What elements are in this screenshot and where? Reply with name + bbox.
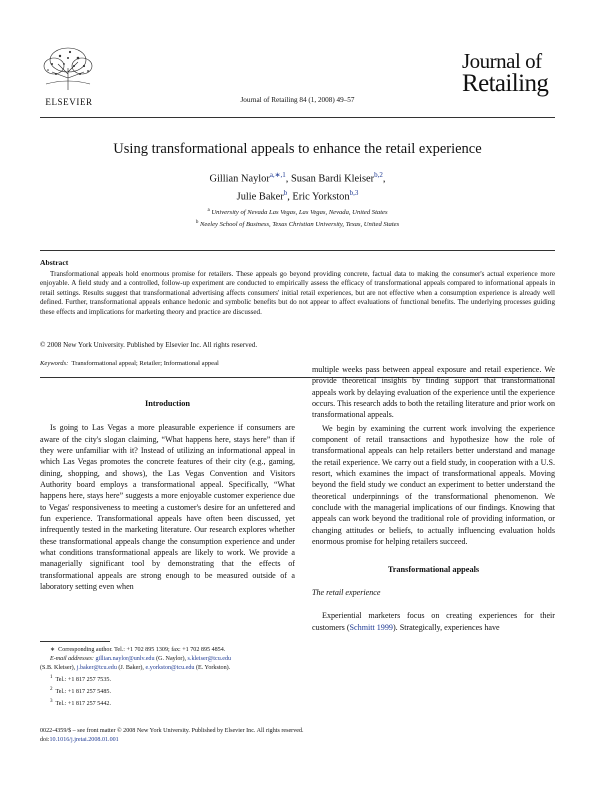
article-title: Using transformational appeals to enhance the retail experience (113, 141, 482, 157)
header-rule (40, 117, 555, 118)
affiliation-text: University of Nevada Las Vegas, Las Vegas, Nevada, United States (211, 209, 388, 217)
footnote-3 (40, 697, 295, 709)
abstract-copyright: © 2008 New York University. Published by Elsevier Inc. All rights reserved. (40, 341, 258, 349)
email-link[interactable]: e.yorkston@tcu.edu (145, 665, 195, 671)
journal-logo (462, 49, 558, 97)
citation-link[interactable]: Schmitt 1999 (349, 622, 393, 632)
email-owner: (J. Baker), (118, 665, 144, 671)
footnote-mark: 1 (50, 674, 53, 680)
footnote-text: Tel.: +1 817 257 7535. (55, 677, 111, 684)
author-name: Eric Yorkston (292, 191, 350, 203)
keywords (40, 360, 219, 367)
keywords-list: Transformational appeal; Retailer; Informational appeal (71, 360, 219, 367)
footer-doi (40, 736, 304, 745)
footnote-1 (40, 673, 295, 685)
affiliations (0, 206, 595, 230)
footnote-mark: 2 (50, 686, 53, 693)
author-line-1: Gillian Naylor$^{a,∗,1}$, Susan Bardi Kleiser$^{b,2}$, (209, 171, 386, 185)
author-list (0, 168, 595, 205)
journal-logo-line1: Journal of (462, 49, 542, 73)
footnote-emails (40, 655, 295, 664)
paragraph-text: ). Strategically, experiences have (392, 622, 500, 632)
email-link[interactable]: j.baker@tcu.edu (76, 665, 117, 671)
footnote-corresponding (40, 646, 295, 655)
email-label: E-mail addresses: (50, 656, 94, 662)
keywords-label: Keywords: (40, 360, 69, 367)
author-affil-link[interactable]: b (283, 189, 288, 198)
author-line-2: Julie Baker$^b$, Eric Yorkston$^{b,3}$ (236, 189, 359, 203)
journal-reference: Journal of Retailing 84 (1, 2008) 49–57 (240, 96, 355, 104)
email-owner: (S.B. Kleiser), (40, 665, 76, 671)
intro-paragraph-2: We begin by examining the current work involving the experience component of retail transactions and hypothesize how the role of transformational appeals can help retailers better understand and manage the retail experience. We carry out a field study, in cooperation with a U.S. resort, which examines the impact of transformational appeals. Moving beyond the field study we conduct an experiment to better understand the theoretical underpinnings of the transformational phenomenon. We conclude with the managerial implications of our findings. Knowing that appeals can work beyond the traditional role of providing information, or changing attitudes or beliefs, to actually influencing evaluation holds enormous promise for helping retailers succeed. (312, 423, 555, 547)
left-column (40, 398, 295, 593)
paragraph-text: Experiential marketers focus on creating experiences for their customers ( (312, 611, 555, 632)
footnote-mark: 3 (50, 698, 53, 705)
footer-copyright: 0022-4359/$ – see front matter © 2008 New York University. Published by Elsevier Inc. All rights reserved. (40, 728, 304, 734)
author-affil-link[interactable]: b,2 (374, 171, 383, 179)
footnote-mark: ∗ (50, 647, 56, 653)
journal-logo-line2: Retailing (462, 69, 549, 97)
intro-paragraph-1: Is going to Las Vegas a more pleasurable experience if consumers are aware of the city's slogan claiming, “What happens here, stays here” than if they were unfamiliar with it? Instead of utilizing an informational appeal in which Las Vegas promotes the concrete features of their city (e.g., gaming, dining, shopping, and shows), the Las Vegas Convention and Visitors Authority board employs a transformational appeal. Specifically, “What happens here, stays here” suggests a more enjoyable customer experience due to Vegas' responsiveness to meeting a customer's desire for an unfettered and fun experience. Transformational appeals have often been discussed, yet infrequently tested in the marketing literature. Our research explores whether these transformational appeals change the consumption experience and under what conditions transformational appeals are likely to work. We provide a managerially significant tool by demonstrating that the effects of transformational appeals are strong enough to be measured outside of a laboratory setting even when (40, 423, 295, 592)
author-affil-link[interactable]: b,3 (349, 189, 359, 198)
email-link[interactable]: gillian.naylor@unlv.edu (95, 656, 155, 662)
section-heading-introduction: Introduction (144, 399, 191, 408)
doi-label: doi: (40, 736, 50, 743)
footnote-text: Tel.: +1 817 257 5485. (55, 689, 111, 696)
affiliation-mark: a (207, 208, 210, 213)
section2-paragraph-1 (312, 610, 555, 633)
abstract-heading: Abstract (40, 258, 69, 267)
affiliation-text: Neeley School of Business, Texas Christian University, Texas, United States (200, 221, 400, 229)
footnotes (40, 646, 295, 709)
right-column (312, 364, 555, 633)
footnote-text: Corresponding author. Tel.: +1 702 895 1309; fax: +1 702 895 4854. (58, 647, 226, 653)
footnote-rule (40, 641, 110, 642)
subsection-heading-retail-experience: The retail experience (312, 587, 381, 597)
elsevier-logo (40, 44, 98, 107)
affiliation-b (0, 218, 595, 230)
affiliation-a (0, 206, 595, 218)
intro-paragraph-1-continued: multiple weeks pass between appeal exposure and retail experience. We provide theoretical insights by finding support that transformational appeals work by delaying evaluation of the experience until the experience occurs. This research adds to both the retailing literature and prior work on transformational appeals. (312, 365, 555, 420)
elsevier-tree-icon (40, 44, 96, 90)
email-link[interactable]: s.kleiser@tcu.edu (187, 656, 232, 662)
doi-link[interactable]: 10.1016/j.jretai.2008.01.001 (49, 736, 119, 743)
author-affil-link[interactable]: a,∗,1 (269, 171, 286, 179)
abstract-top-rule (40, 250, 555, 251)
author-name: Julie Baker (236, 191, 284, 203)
author-name: Gillian Naylor (209, 173, 270, 185)
email-owner: (E. Yorkston). (195, 665, 231, 671)
footnote-2 (40, 685, 295, 697)
author-name: Susan Bardi Kleiser (291, 173, 375, 185)
section-heading-transformational-appeals: Transformational appeals (387, 564, 480, 574)
page-footer (40, 727, 304, 744)
footnote-text: Tel.: +1 817 257 5442. (55, 701, 111, 708)
footnote-emails-cont (40, 664, 295, 673)
email-owner: (G. Naylor), (156, 656, 187, 662)
abstract-text: Transformational appeals hold enormous promise for retailers. These appeals go beyond providing concrete, factual data to making the consumer's actual experience more enjoyable. A field study and a controlled, follow-up experiment are conducted to empirically assess the efficacy of transformational appeals compared to informational appeals in retail settings. Results suggest that transformational advertising affects consumers' initial retail experiences, but are not effective when a consumption experience is already well defined. Further, transformational appeals enhance hedonic and symbolic benefits but do not appear to affect evaluations of functional benefits. The underlying processes guiding these effects and implications for marketing theory and practice are discussed. (40, 270, 555, 316)
affiliation-mark: b (195, 220, 199, 226)
publisher-wordmark: ELSEVIER (45, 97, 93, 107)
